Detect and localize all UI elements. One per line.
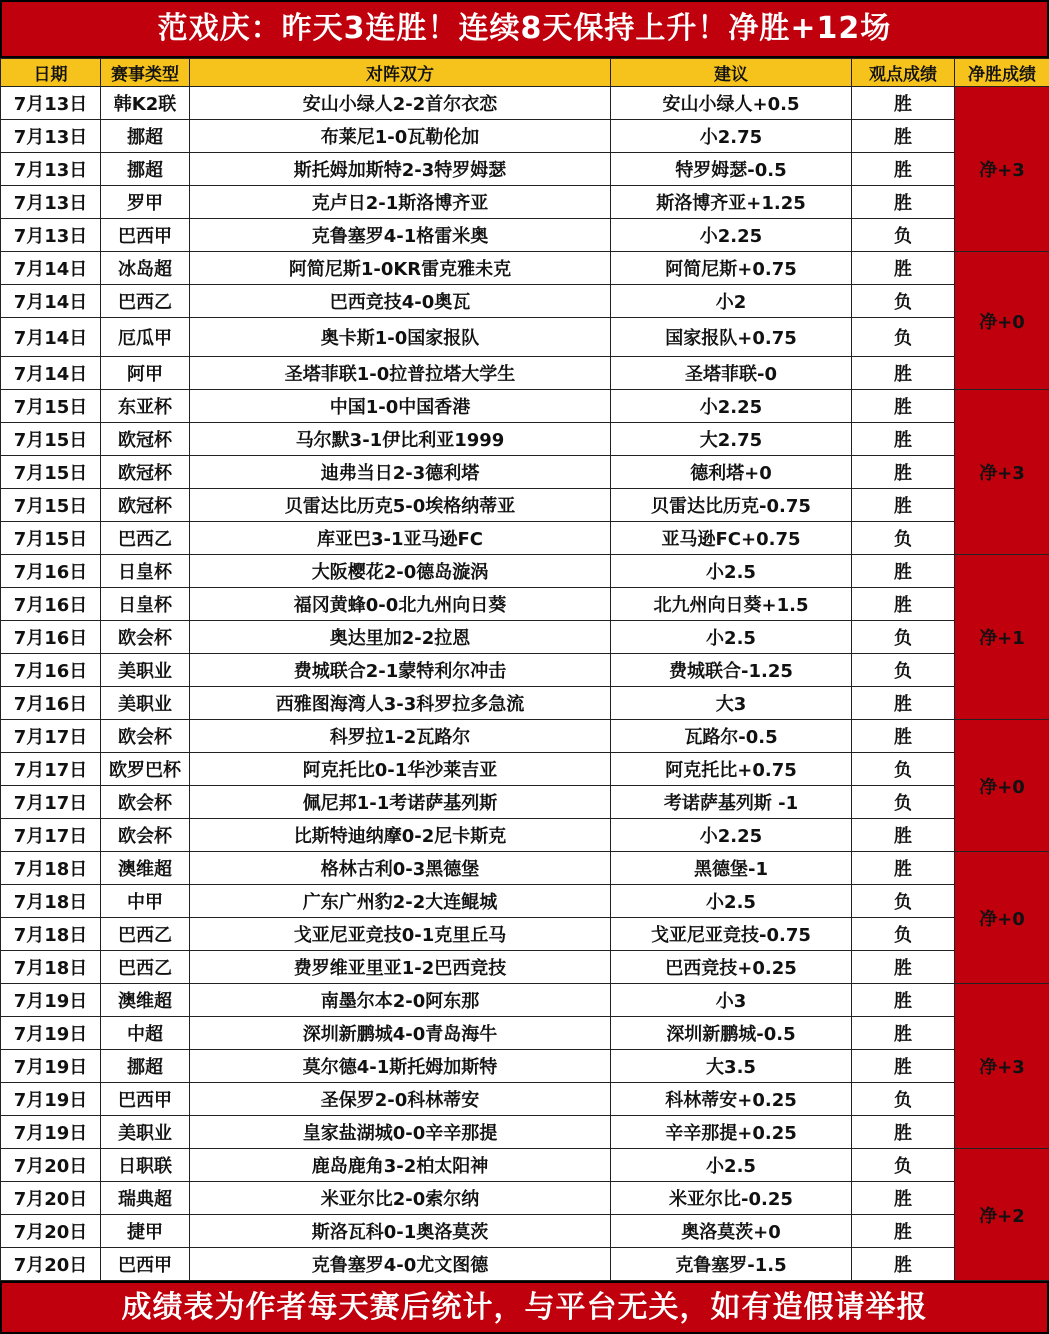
date-cell: 7月13日 — [1, 219, 101, 252]
match-cell: 阿克托比0-1华沙莱吉亚 — [190, 753, 611, 786]
league-cell: 巴西甲 — [101, 1083, 190, 1116]
match-cell: 克鲁塞罗4-0尤文图德 — [190, 1248, 611, 1281]
tip-cell: 小2.5 — [611, 1149, 852, 1182]
match-cell: 克卢日2-1斯洛博齐亚 — [190, 186, 611, 219]
header-date: 日期 — [1, 59, 101, 87]
date-cell: 7月15日 — [1, 522, 101, 555]
match-cell: 中国1-0中国香港 — [190, 390, 611, 423]
match-cell: 西雅图海湾人3-3科罗拉多急流 — [190, 687, 611, 720]
date-cell: 7月15日 — [1, 390, 101, 423]
table-row — [1, 1050, 1049, 1083]
match-cell: 费罗维亚里亚1-2巴西竞技 — [190, 951, 611, 984]
league-cell: 欧罗巴杯 — [101, 753, 190, 786]
league-cell: 韩K2联 — [101, 87, 190, 120]
table-row — [1, 318, 1049, 357]
net-result-cell: 净+0 — [955, 252, 1049, 390]
tip-cell: 费城联合-1.25 — [611, 654, 852, 687]
league-cell: 美职业 — [101, 687, 190, 720]
date-cell: 7月17日 — [1, 786, 101, 819]
header-league: 赛事类型 — [101, 59, 190, 87]
date-cell: 7月16日 — [1, 555, 101, 588]
tip-cell: 圣塔菲联-0 — [611, 357, 852, 390]
result-cell: 胜 — [852, 1116, 955, 1149]
table-row — [1, 819, 1049, 852]
table-row — [1, 1182, 1049, 1215]
table-row — [1, 885, 1049, 918]
tip-cell: 北九州向日葵+1.5 — [611, 588, 852, 621]
match-cell: 深圳新鹏城4-0青岛海牛 — [190, 1017, 611, 1050]
tip-cell: 瓦路尔-0.5 — [611, 720, 852, 753]
league-cell: 澳维超 — [101, 984, 190, 1017]
table-row — [1, 252, 1049, 285]
table-row — [1, 219, 1049, 252]
tip-cell: 国家报队+0.75 — [611, 318, 852, 357]
tip-cell: 巴西竞技+0.25 — [611, 951, 852, 984]
header-tip: 建议 — [611, 59, 852, 87]
league-cell: 罗甲 — [101, 186, 190, 219]
table-row — [1, 1116, 1049, 1149]
result-cell: 胜 — [852, 984, 955, 1017]
table-row — [1, 285, 1049, 318]
league-cell: 巴西乙 — [101, 285, 190, 318]
league-cell: 欧会杯 — [101, 819, 190, 852]
match-cell: 鹿岛鹿角3-2柏太阳神 — [190, 1149, 611, 1182]
net-result-cell: 净+1 — [955, 555, 1049, 720]
header-result: 观点成绩 — [852, 59, 955, 87]
league-cell: 捷甲 — [101, 1215, 190, 1248]
tip-cell: 科林蒂安+0.25 — [611, 1083, 852, 1116]
match-cell: 库亚巴3-1亚马逊FC — [190, 522, 611, 555]
match-cell: 斯洛瓦科0-1奥洛莫茨 — [190, 1215, 611, 1248]
table-row — [1, 423, 1049, 456]
result-cell: 胜 — [852, 819, 955, 852]
result-cell: 胜 — [852, 87, 955, 120]
table-row — [1, 357, 1049, 390]
tip-cell: 小3 — [611, 984, 852, 1017]
result-cell: 胜 — [852, 588, 955, 621]
league-cell: 澳维超 — [101, 852, 190, 885]
result-cell: 胜 — [852, 390, 955, 423]
net-result-cell: 净+3 — [955, 984, 1049, 1149]
league-cell: 欧冠杯 — [101, 423, 190, 456]
league-cell: 挪超 — [101, 153, 190, 186]
date-cell: 7月19日 — [1, 1083, 101, 1116]
tip-cell: 阿简尼斯+0.75 — [611, 252, 852, 285]
table-row — [1, 522, 1049, 555]
date-cell: 7月16日 — [1, 621, 101, 654]
match-cell: 莫尔德4-1斯托姆加斯特 — [190, 1050, 611, 1083]
table-row — [1, 786, 1049, 819]
result-cell: 负 — [852, 918, 955, 951]
table-header-row — [1, 59, 1049, 87]
table-row — [1, 120, 1049, 153]
date-cell: 7月13日 — [1, 87, 101, 120]
tip-cell: 辛辛那提+0.25 — [611, 1116, 852, 1149]
result-cell: 胜 — [852, 1017, 955, 1050]
table-row — [1, 390, 1049, 423]
tip-cell: 大2.75 — [611, 423, 852, 456]
result-cell: 胜 — [852, 456, 955, 489]
date-cell: 7月15日 — [1, 489, 101, 522]
header-match: 对阵双方 — [190, 59, 611, 87]
tip-cell: 小2.25 — [611, 390, 852, 423]
date-cell: 7月16日 — [1, 588, 101, 621]
date-cell: 7月14日 — [1, 285, 101, 318]
tip-cell: 小2.5 — [611, 555, 852, 588]
tip-cell: 贝雷达比历克-0.75 — [611, 489, 852, 522]
footer-notice: 成绩表为作者每天赛后统计，与平台无关，如有造假请举报 — [0, 1281, 1049, 1334]
match-cell: 福冈黄蜂0-0北九州向日葵 — [190, 588, 611, 621]
league-cell: 日皇杯 — [101, 555, 190, 588]
league-cell: 阿甲 — [101, 357, 190, 390]
tip-cell: 大3 — [611, 687, 852, 720]
date-cell: 7月20日 — [1, 1215, 101, 1248]
result-cell: 胜 — [852, 357, 955, 390]
result-cell: 负 — [852, 219, 955, 252]
tip-cell: 特罗姆瑟-0.5 — [611, 153, 852, 186]
league-cell: 巴西乙 — [101, 522, 190, 555]
result-cell: 胜 — [852, 252, 955, 285]
table-row — [1, 621, 1049, 654]
date-cell: 7月20日 — [1, 1182, 101, 1215]
league-cell: 巴西乙 — [101, 918, 190, 951]
table-row — [1, 918, 1049, 951]
result-cell: 负 — [852, 753, 955, 786]
league-cell: 美职业 — [101, 1116, 190, 1149]
league-cell: 中甲 — [101, 885, 190, 918]
result-cell: 负 — [852, 522, 955, 555]
league-cell: 美职业 — [101, 654, 190, 687]
league-cell: 巴西甲 — [101, 219, 190, 252]
results-table — [0, 58, 1049, 1281]
table-row — [1, 687, 1049, 720]
tip-cell: 安山小绿人+0.5 — [611, 87, 852, 120]
result-cell: 胜 — [852, 951, 955, 984]
date-cell: 7月18日 — [1, 951, 101, 984]
tip-cell: 小2.5 — [611, 885, 852, 918]
tip-cell: 考诺萨基列斯 -1 — [611, 786, 852, 819]
date-cell: 7月19日 — [1, 1116, 101, 1149]
league-cell: 日职联 — [101, 1149, 190, 1182]
tip-cell: 德利塔+0 — [611, 456, 852, 489]
date-cell: 7月14日 — [1, 252, 101, 285]
tip-cell: 米亚尔比-0.25 — [611, 1182, 852, 1215]
tip-cell: 小2.25 — [611, 819, 852, 852]
tip-cell: 奥洛莫茨+0 — [611, 1215, 852, 1248]
league-cell: 瑞典超 — [101, 1182, 190, 1215]
tip-cell: 小2.75 — [611, 120, 852, 153]
table-row — [1, 87, 1049, 120]
date-cell: 7月13日 — [1, 120, 101, 153]
table-row — [1, 186, 1049, 219]
table-row — [1, 1083, 1049, 1116]
league-cell: 冰岛超 — [101, 252, 190, 285]
date-cell: 7月14日 — [1, 357, 101, 390]
league-cell: 欧冠杯 — [101, 456, 190, 489]
match-cell: 大阪樱花2-0德岛漩涡 — [190, 555, 611, 588]
date-cell: 7月16日 — [1, 687, 101, 720]
result-cell: 胜 — [852, 1215, 955, 1248]
table-row — [1, 1215, 1049, 1248]
date-cell: 7月18日 — [1, 885, 101, 918]
date-cell: 7月17日 — [1, 720, 101, 753]
tip-cell: 小2.5 — [611, 621, 852, 654]
league-cell: 欧冠杯 — [101, 489, 190, 522]
date-cell: 7月17日 — [1, 753, 101, 786]
net-result-cell: 净+2 — [955, 1149, 1049, 1281]
match-cell: 佩尼邦1-1考诺萨基列斯 — [190, 786, 611, 819]
result-cell: 负 — [852, 1083, 955, 1116]
league-cell: 欧会杯 — [101, 720, 190, 753]
match-cell: 贝雷达比历克5-0埃格纳蒂亚 — [190, 489, 611, 522]
match-cell: 奥卡斯1-0国家报队 — [190, 318, 611, 357]
date-cell: 7月13日 — [1, 186, 101, 219]
date-cell: 7月20日 — [1, 1149, 101, 1182]
match-cell: 科罗拉1-2瓦路尔 — [190, 720, 611, 753]
table-row — [1, 555, 1049, 588]
tip-cell: 克鲁塞罗-1.5 — [611, 1248, 852, 1281]
match-cell: 圣保罗2-0科林蒂安 — [190, 1083, 611, 1116]
league-cell: 欧会杯 — [101, 786, 190, 819]
net-result-cell: 净+3 — [955, 87, 1049, 252]
match-cell: 南墨尔本2-0阿东那 — [190, 984, 611, 1017]
page-title: 范戏庆：昨天3连胜！连续8天保持上升！净胜+12场 — [0, 0, 1049, 58]
match-cell: 费城联合2-1蒙特利尔冲击 — [190, 654, 611, 687]
tip-cell: 斯洛博齐亚+1.25 — [611, 186, 852, 219]
result-cell: 负 — [852, 885, 955, 918]
match-cell: 巴西竞技4-0奥瓦 — [190, 285, 611, 318]
league-cell: 巴西乙 — [101, 951, 190, 984]
table-row — [1, 654, 1049, 687]
match-cell: 奥达里加2-2拉恩 — [190, 621, 611, 654]
result-cell: 负 — [852, 786, 955, 819]
date-cell: 7月17日 — [1, 819, 101, 852]
result-cell: 胜 — [852, 1248, 955, 1281]
tip-cell: 阿克托比+0.75 — [611, 753, 852, 786]
match-cell: 广东广州豹2-2大连鲲城 — [190, 885, 611, 918]
date-cell: 7月13日 — [1, 153, 101, 186]
match-cell: 戈亚尼亚竞技0-1克里丘马 — [190, 918, 611, 951]
date-cell: 7月15日 — [1, 423, 101, 456]
table-row — [1, 852, 1049, 885]
date-cell: 7月19日 — [1, 1050, 101, 1083]
tip-cell: 小2.25 — [611, 219, 852, 252]
match-cell: 布莱尼1-0瓦勒伦加 — [190, 120, 611, 153]
result-cell: 负 — [852, 654, 955, 687]
table-row — [1, 153, 1049, 186]
date-cell: 7月18日 — [1, 918, 101, 951]
date-cell: 7月20日 — [1, 1248, 101, 1281]
table-row — [1, 489, 1049, 522]
result-cell: 胜 — [852, 720, 955, 753]
league-cell: 欧会杯 — [101, 621, 190, 654]
result-cell: 负 — [852, 318, 955, 357]
match-cell: 皇家盐湖城0-0辛辛那提 — [190, 1116, 611, 1149]
net-result-cell: 净+3 — [955, 390, 1049, 555]
match-cell: 比斯特迪纳摩0-2尼卡斯克 — [190, 819, 611, 852]
match-cell: 克鲁塞罗4-1格雷米奥 — [190, 219, 611, 252]
date-cell: 7月15日 — [1, 456, 101, 489]
match-cell: 马尔默3-1伊比利亚1999 — [190, 423, 611, 456]
league-cell: 日皇杯 — [101, 588, 190, 621]
match-cell: 阿简尼斯1-0KR雷克雅未克 — [190, 252, 611, 285]
table-row — [1, 984, 1049, 1017]
date-cell: 7月14日 — [1, 318, 101, 357]
date-cell: 7月18日 — [1, 852, 101, 885]
header-net: 净胜成绩 — [955, 59, 1049, 87]
result-cell: 胜 — [852, 555, 955, 588]
league-cell: 厄瓜甲 — [101, 318, 190, 357]
date-cell: 7月16日 — [1, 654, 101, 687]
result-cell: 胜 — [852, 687, 955, 720]
match-cell: 迪弗当日2-3德利塔 — [190, 456, 611, 489]
match-cell: 格林古利0-3黑德堡 — [190, 852, 611, 885]
table-row — [1, 1149, 1049, 1182]
tip-cell: 深圳新鹏城-0.5 — [611, 1017, 852, 1050]
date-cell: 7月19日 — [1, 1017, 101, 1050]
tip-cell: 戈亚尼亚竞技-0.75 — [611, 918, 852, 951]
tip-cell: 黑德堡-1 — [611, 852, 852, 885]
table-row — [1, 1017, 1049, 1050]
result-cell: 负 — [852, 621, 955, 654]
result-cell: 胜 — [852, 1050, 955, 1083]
league-cell: 东亚杯 — [101, 390, 190, 423]
table-row — [1, 456, 1049, 489]
result-cell: 胜 — [852, 1182, 955, 1215]
table-row — [1, 951, 1049, 984]
result-cell: 胜 — [852, 120, 955, 153]
match-cell: 米亚尔比2-0索尔纳 — [190, 1182, 611, 1215]
date-cell: 7月19日 — [1, 984, 101, 1017]
league-cell: 巴西甲 — [101, 1248, 190, 1281]
league-cell: 挪超 — [101, 1050, 190, 1083]
match-cell: 斯托姆加斯特2-3特罗姆瑟 — [190, 153, 611, 186]
table-row — [1, 588, 1049, 621]
table-row — [1, 753, 1049, 786]
league-cell: 挪超 — [101, 120, 190, 153]
result-cell: 负 — [852, 1149, 955, 1182]
tip-cell: 大3.5 — [611, 1050, 852, 1083]
result-cell: 胜 — [852, 852, 955, 885]
table-row — [1, 1248, 1049, 1281]
result-cell: 胜 — [852, 186, 955, 219]
tip-cell: 小2 — [611, 285, 852, 318]
table-body — [1, 87, 1049, 1281]
result-cell: 胜 — [852, 153, 955, 186]
tip-cell: 亚马逊FC+0.75 — [611, 522, 852, 555]
result-cell: 胜 — [852, 423, 955, 456]
result-cell: 胜 — [852, 489, 955, 522]
net-result-cell: 净+0 — [955, 720, 1049, 852]
match-cell: 安山小绿人2-2首尔衣恋 — [190, 87, 611, 120]
table-row — [1, 720, 1049, 753]
result-cell: 负 — [852, 285, 955, 318]
match-cell: 圣塔菲联1-0拉普拉塔大学生 — [190, 357, 611, 390]
net-result-cell: 净+0 — [955, 852, 1049, 984]
league-cell: 中超 — [101, 1017, 190, 1050]
